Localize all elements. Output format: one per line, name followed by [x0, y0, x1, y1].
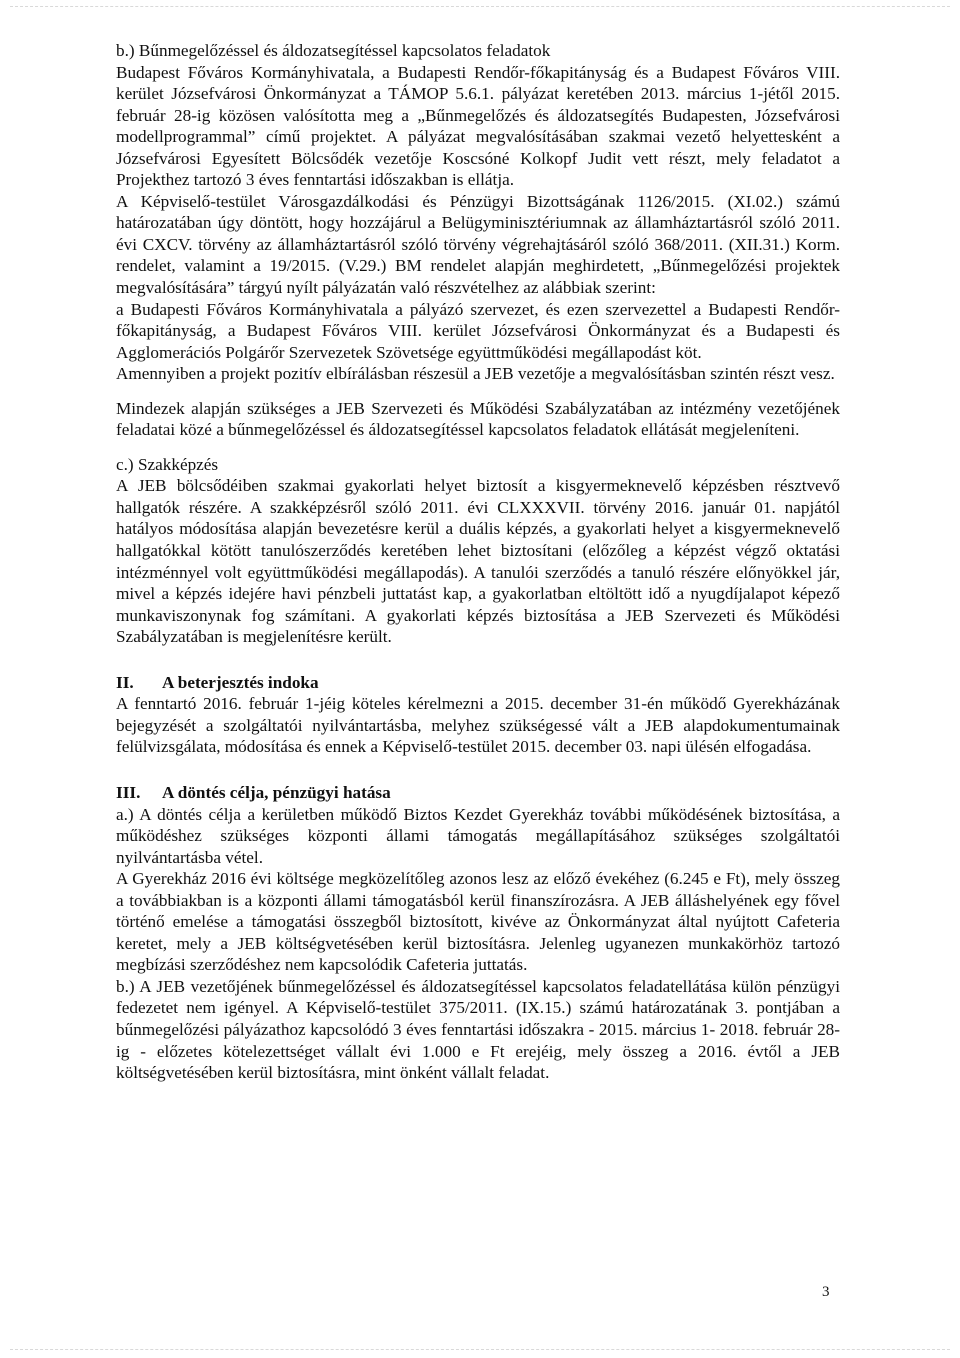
section-3-heading	[116, 782, 840, 804]
scan-edge-top	[10, 6, 950, 7]
paragraph-decision-goal: a.) A döntés célja a kerületben működő Biztos Kezdet Gyerekház további működésének biztosítása, a működéshez szükséges központi állami támogatás megállapításához szükséges szolgáltatói nyilvántartásba vétel.	[116, 804, 840, 867]
subsection-c-title: c.) Szakképzés	[116, 454, 219, 474]
section-2-title: A beterjesztés indoka	[162, 672, 319, 692]
paragraph-committee-decision: A Képviselő-testület Városgazdálkodási és Pénzügyi Bizottságának 1126/2015. (XI.02.) számú határozatában úgy döntött, hogy hozzájárul a Belügyminisztériumnak az államháztartásról szóló 2011. évi CXCV. törvény az államháztartásról szóló törvény végrehajtásáról szóló 368/2011. (XII.31.) Korm. rendelet, valamint a 19/2015. (V.29.) BM rendelet alapján meghirdetett, „Bűnmegelőzési projektek megvalósítására” tárgyú nyílt pályázatán való részvételhez az alábbiak szerint:	[116, 191, 840, 298]
paragraph-tamop-project: Budapest Főváros Kormányhivatala, a Budapesti Rendőr-főkapitányság és a Budapest Főváros VIII. kerület Józsefvárosi Önkormányzat a TÁMOP 5.6.1. pályázat keretében 2013. március 1-jétől 2015. február 28-ig közösen valósította meg a „Bűnmegelőzés és áldozatsegítés Budapesten, Józsefvárosi modellprogrammal” című projektet. A pályázat megvalósításában szakmai vezető helyettesként a Józsefvárosi Egyesített Bölcsődék vezetője Koscsóné Kolkopf Judit vett részt, mely feladatot a Projekthez tartozó 3 éves fenntartási időszakban is ellátja.	[116, 62, 840, 190]
paragraph-vocational-training: A JEB bölcsődéiben szakmai gyakorlati helyet biztosít a kisgyermeknevelő képzésben résztvevő hallgatók részére. A szakképzésről szóló 2011. évi CLXXXVII. törvény 2016. január 01. napjától hatályos módosítása alapján bevezetésre kerül a duális képzés, a gyakorlati helyet a kisgyermeknevelő hallgatókkal kötött tanulószerződés keretében lehet biztosítani (előzőleg a képzést végző oktatási intézménnyel volt együttműködési megállapodás). A tanulói szerződés a tanuló részére előnyökkel jár, mivel a képzés idejére havi pénzbeli juttatást kap, a gyakorlatban eltöltött idő a nyugdíjalapot képező munkaviszonynak fog számítani. A gyakorlati képzés biztosítása a JEB Szervezeti és Működési Szabályzatában is megjelenítésre került.	[116, 476, 840, 647]
section-3-number: III.	[116, 782, 141, 802]
paragraph-gyerekhaz-costs: A Gyerekház 2016 évi költsége megközelítőleg azonos lesz az előző évekéhez (6.245 e Ft), mely összeg a továbbiakban is a központi állami támogatásból kerül finanszírozásra. A JEB álláshelyének egy fővel történő emelése a támogatási összegből biztosított, kivéve az Önkormányzat által nyújtott Cafeteria keretet, mely a JEB költségvetésében kerül biztosításra. Jelenleg ugyanezen munkakörhöz tartozó megbízási szerződéshez nem kapcsolódik Cafeteria juttatás.	[116, 869, 840, 975]
document-body	[116, 40, 840, 1084]
paragraph-cooperation-agreement: a Budapesti Főváros Kormányhivatala a pályázó szervezet, és ezen szervezettel a Budapesti Rendőr- főkapitányság, a Budapest Főváros VIII. kerület Józsefvárosi Önkormányzat és a Budapesti és Agglomerációs Polgárőr Szervezetek Szövetsége együttműködési megállapodást köt.	[116, 299, 840, 362]
paragraph-submission-reason: A fenntartó 2016. február 1-jéig köteles kérelmezni a 2015. december 31-én működő Gyerekházának bejegyzését a szolgáltatói nyilvántartásba, melyhez szükségessé vált a JEB alapdokumentumainak felülvizsgálata, módosítása és ennek a Képviselő-testület 2015. december 03. napi ülésén elfogadása.	[116, 694, 840, 757]
paragraph-smsz-amendment: Mindezek alapján szükséges a JEB Szervezeti és Működési Szabályzatában az intézmény vezetőjének feladatai közé a bűnmegelőzéssel és áldozatsegítéssel kapcsolatos feladatok ellátását megjeleníteni.	[116, 398, 840, 440]
page-number: 3	[822, 1284, 830, 1300]
section-3-title: A döntés célja, pénzügyi hatása	[162, 782, 391, 802]
paragraph-jeb-participation: Amennyiben a projekt pozitív elbírálásban részesül a JEB vezetője a megvalósításban szintén részt vesz.	[116, 364, 835, 384]
section-2-heading	[116, 672, 840, 694]
subsection-b-title: b.) Bűnmegelőzéssel és áldozatsegítéssel kapcsolatos feladatok	[116, 41, 551, 60]
scan-edge-bottom	[10, 1349, 950, 1350]
section-2-number: II.	[116, 672, 134, 692]
paragraph-financial-coverage: b.) A JEB vezetőjének bűnmegelőzéssel és áldozatsegítéssel kapcsolatos feladatellátása külön pénzügyi fedezetet nem igényel. A Képviselő-testület 375/2011. (IX.15.) számú határozatának 3. pontjában a bűnmegelőzési pályázathoz kapcsolódó 3 éves fenntartási időszakra - 2015. március 1- 2018. február 28-ig - előzetes kötelezettséget vállalt évi 1.000 e Ft erejéig, mely összeg a 2016. évtől a JEB költségvetésében kerül biztosításra, mint önként vállalt feladat.	[116, 976, 840, 1083]
